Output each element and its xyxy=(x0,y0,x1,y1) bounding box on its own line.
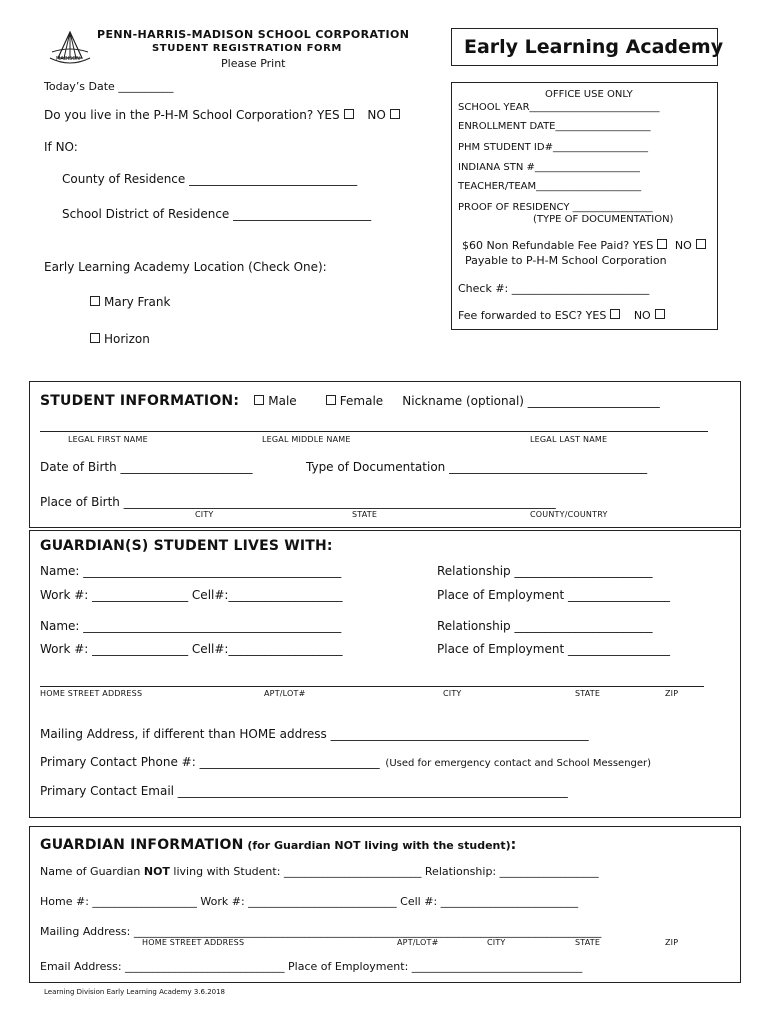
primary-phone-field[interactable] xyxy=(40,755,651,769)
guardians-lives-section xyxy=(29,530,741,818)
guardian1-relationship-field[interactable]: Relationship _______________________ xyxy=(437,564,653,578)
guardians-heading: GUARDIAN(S) STUDENT LIVES WITH: xyxy=(40,538,333,554)
student-heading: STUDENT INFORMATION: xyxy=(40,393,240,409)
office-title: OFFICE USE ONLY xyxy=(545,89,633,100)
form-title: STUDENT REGISTRATION FORM xyxy=(152,43,342,54)
guardian-not-heading-main: GUARDIAN INFORMATION xyxy=(40,837,244,853)
district-logo xyxy=(48,28,92,68)
org-title: PENN-HARRIS-MADISON SCHOOL CORPORATION xyxy=(97,28,410,41)
not-city-label: CITY xyxy=(487,938,506,947)
home-street-label: HOME STREET ADDRESS xyxy=(40,689,143,698)
legal-last-name-label: LEGAL LAST NAME xyxy=(530,435,608,444)
fee-no-label: NO xyxy=(674,239,692,252)
forwarded-no-label: NO xyxy=(633,309,651,322)
guardian-not-section xyxy=(29,826,741,983)
home-state-label: STATE xyxy=(575,689,601,698)
guardian-not-email-field[interactable]: Email Address: _____________________________ Place of Employment: _______________________________ xyxy=(40,960,583,973)
fee-no-checkbox[interactable] xyxy=(696,239,706,249)
guardian2-name-field[interactable]: Name: ___________________________________________ xyxy=(40,619,342,633)
guardian-not-heading-note-c: living with the student) xyxy=(360,839,511,852)
not-state-label: STATE xyxy=(575,938,601,947)
guardian-not-mailing-field[interactable]: Mailing Address: _____________________________________________________________________________________ xyxy=(40,925,602,938)
guardian2-phones-field[interactable]: Work #: ________________ Cell#:___________________ xyxy=(40,642,343,656)
primary-email-field[interactable]: Primary Contact Email _________________________________________________________________ xyxy=(40,784,568,798)
residency-sublabel: (TYPE OF DOCUMENTATION) xyxy=(533,214,674,225)
primary-phone-note: (Used for emergency contact and School Messenger) xyxy=(385,758,652,769)
guardian-not-heading-colon: : xyxy=(510,837,517,853)
student-info-section xyxy=(29,381,741,528)
guardian-not-phones-field[interactable]: Home #: ___________________ Work #: ___________________________ Cell #: _________________________ xyxy=(40,895,579,908)
live-question xyxy=(44,108,404,122)
student-id-field[interactable]: PHM STUDENT ID#___________________ xyxy=(458,142,648,153)
not-street-label: HOME STREET ADDRESS xyxy=(142,938,245,947)
if-no-label: If NO: xyxy=(44,140,78,154)
legal-name-line[interactable] xyxy=(40,431,708,432)
dob-field[interactable]: Date of Birth ______________________ xyxy=(40,460,253,474)
guardian-not-name-a: Name of Guardian xyxy=(40,865,144,878)
stn-field[interactable]: INDIANA STN #_____________________ xyxy=(458,162,640,173)
guardian1-phones-field[interactable]: Work #: ________________ Cell#:___________________ xyxy=(40,588,343,602)
teacher-field[interactable]: TEACHER/TEAM_____________________ xyxy=(458,181,642,192)
school-year-field[interactable]: SCHOOL YEAR__________________________ xyxy=(458,102,660,113)
district-field[interactable]: School District of Residence _______________________ xyxy=(62,207,372,221)
forwarded-no-checkbox[interactable] xyxy=(655,309,665,319)
doc-type-field[interactable]: Type of Documentation _________________________________ xyxy=(306,460,648,474)
male-checkbox[interactable] xyxy=(254,395,264,405)
guardian1-name-field[interactable]: Name: ___________________________________________ xyxy=(40,564,342,578)
fee-question-text: $60 Non Refundable Fee Paid? YES xyxy=(462,239,654,252)
pob-city-label: CITY xyxy=(195,510,214,519)
legal-middle-name-label: LEGAL MIDDLE NAME xyxy=(262,435,351,444)
guardian-not-name-field[interactable] xyxy=(40,865,599,878)
nickname-field[interactable]: Nickname (optional) ______________________ xyxy=(402,394,660,408)
residency-field[interactable]: PROOF OF RESIDENCY ________________ xyxy=(458,202,653,213)
program-title: Early Learning Academy xyxy=(464,36,724,58)
home-city-label: CITY xyxy=(443,689,462,698)
live-question-text: Do you live in the P-H-M School Corporation? YES xyxy=(44,108,340,122)
fee-yes-checkbox[interactable] xyxy=(657,239,667,249)
yes-checkbox[interactable] xyxy=(344,109,354,119)
not-apt-label: APT/LOT# xyxy=(397,938,439,947)
home-apt-label: APT/LOT# xyxy=(264,689,306,698)
check-number-field[interactable]: Check #: _________________________ xyxy=(458,282,650,295)
fee-forwarded xyxy=(458,309,669,322)
not-zip-label: ZIP xyxy=(665,938,679,947)
no-label: NO xyxy=(367,108,386,122)
todays-date-field[interactable]: Today’s Date __________ xyxy=(44,80,174,93)
student-heading-row xyxy=(40,390,660,409)
logo-caption: MADISON xyxy=(56,56,80,62)
mailing-address-field[interactable]: Mailing Address, if different than HOME address ___________________________________________ xyxy=(40,727,589,741)
fee-question xyxy=(462,239,710,252)
enrollment-date-field[interactable]: ENROLLMENT DATE___________________ xyxy=(458,121,651,132)
primary-phone-text: Primary Contact Phone #: ______________________________ xyxy=(40,755,380,769)
office-use-box xyxy=(451,82,718,330)
fee-forwarded-text: Fee forwarded to ESC? YES xyxy=(458,309,607,322)
legal-first-name-label: LEGAL FIRST NAME xyxy=(68,435,148,444)
county-field[interactable]: County of Residence ____________________________ xyxy=(62,172,358,186)
pob-state-label: STATE xyxy=(352,510,378,519)
print-instruction: Please Print xyxy=(221,57,286,70)
guardian-not-name-b: NOT xyxy=(143,865,170,878)
mary-frank-checkbox[interactable] xyxy=(90,296,100,306)
male-label: Male xyxy=(268,394,297,408)
horizon-checkbox[interactable] xyxy=(90,333,100,343)
mary-frank-label: Mary Frank xyxy=(104,295,171,309)
pob-field[interactable]: Place of Birth ________________________________________________________________________ xyxy=(40,495,556,509)
guardian1-employment-field[interactable]: Place of Employment _________________ xyxy=(437,588,670,602)
no-checkbox[interactable] xyxy=(390,109,400,119)
footer-note: Learning Division Early Learning Academy 3.6.2018 xyxy=(44,988,226,996)
logo-icon xyxy=(48,28,92,68)
payable-note: Payable to P-H-M School Corporation xyxy=(465,254,667,267)
location-option-mary-frank[interactable] xyxy=(88,295,170,309)
home-zip-label: ZIP xyxy=(665,689,679,698)
guardian-not-heading xyxy=(40,834,516,853)
guardian2-employment-field[interactable]: Place of Employment _________________ xyxy=(437,642,670,656)
forwarded-yes-checkbox[interactable] xyxy=(610,309,620,319)
program-title-box xyxy=(451,28,724,66)
guardian-not-heading-note-a: (for Guardian xyxy=(243,839,335,852)
guardian-not-name-c: living with Student: _________________________ Relationship: __________________ xyxy=(169,865,599,878)
horizon-label: Horizon xyxy=(104,332,150,346)
female-label: Female xyxy=(339,394,384,408)
pob-country-label: COUNTY/COUNTRY xyxy=(530,510,608,519)
guardian-not-heading-note-b: NOT xyxy=(334,839,361,852)
home-address-line[interactable] xyxy=(40,686,704,687)
location-label: Early Learning Academy Location (Check One): xyxy=(44,260,327,274)
female-checkbox[interactable] xyxy=(326,395,336,405)
guardian2-relationship-field[interactable]: Relationship _______________________ xyxy=(437,619,653,633)
location-option-horizon[interactable] xyxy=(88,332,150,346)
